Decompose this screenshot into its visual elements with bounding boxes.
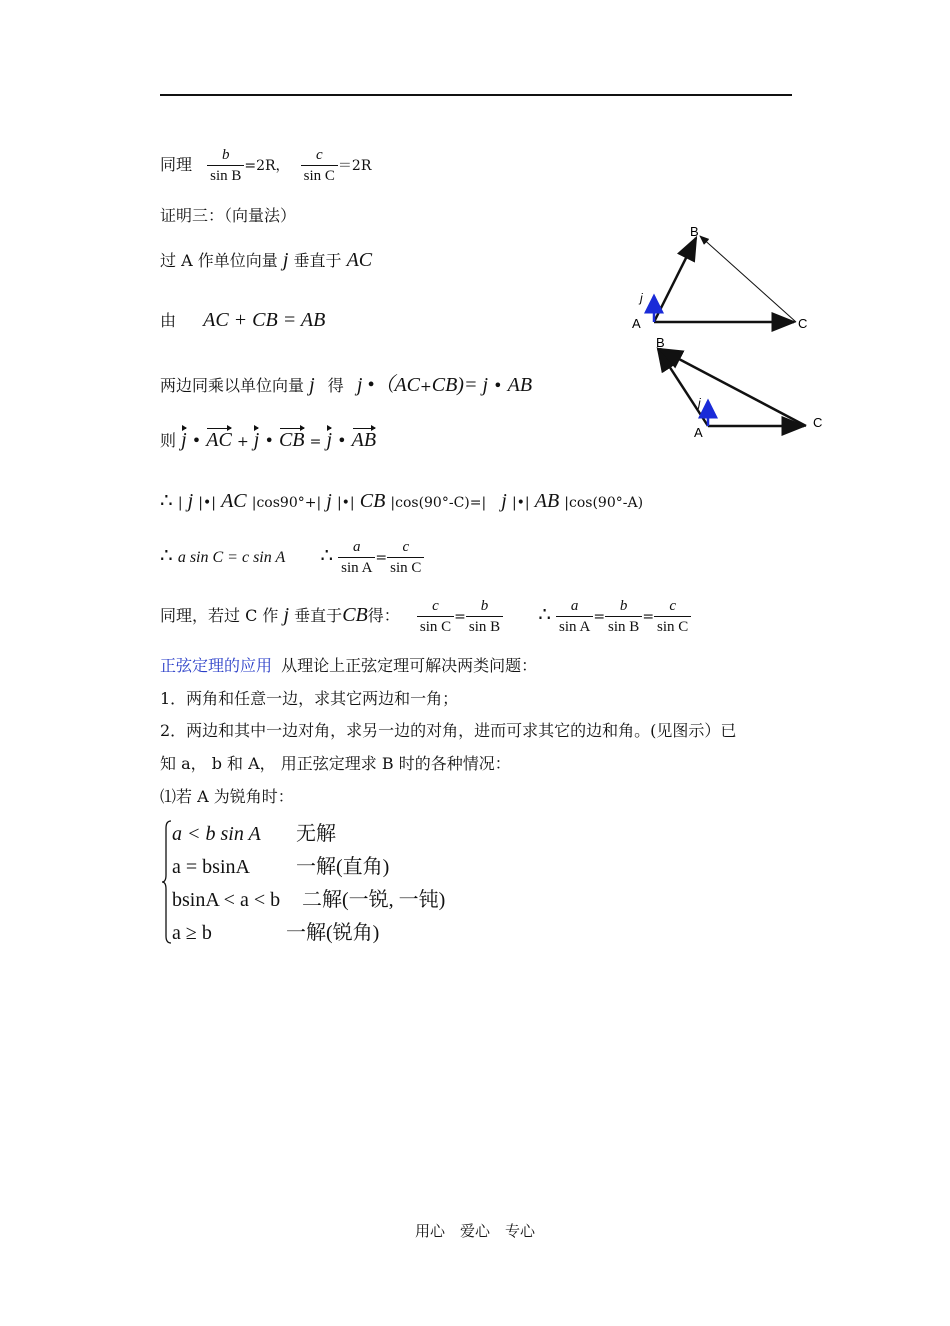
text-prefix: 则 xyxy=(160,431,177,450)
proof-three-heading: 证明三：（向量法） xyxy=(160,206,297,225)
triangle-figure-2 xyxy=(650,335,830,445)
case-row xyxy=(172,818,445,851)
numerator: a xyxy=(353,539,361,555)
therefore: ∴ xyxy=(160,543,173,567)
line-dot-products xyxy=(160,428,376,452)
vector-cb: CB xyxy=(278,429,305,451)
text: 过 A 作单位向量 xyxy=(160,251,278,270)
fraction-c-sinC xyxy=(417,596,454,637)
text-prefix: 同理 xyxy=(160,155,193,174)
denominator: sin C xyxy=(654,616,691,637)
vector-ab-arrow xyxy=(654,238,696,322)
fraction-a-sinA xyxy=(338,537,375,578)
text: 垂直于 xyxy=(293,251,342,270)
cos-term: cos90°+ xyxy=(256,495,317,511)
numerator: c xyxy=(669,598,677,614)
page-footer: 用心 爱心 专心 xyxy=(414,1222,535,1240)
line-similar-c: 同理，若过 C 作 j 垂直于CB得： $\frac{c}{\text{sin C}}$ = $\frac{b}{\text{sin B}}$ ∴ $\frac{a}{\text{sin A}}$ = $\frac{b}{\text{sin B}}$ = $\frac{c}{\text{sin C}}$ xyxy=(160,596,691,637)
label-a: A xyxy=(632,316,641,331)
numerator: c xyxy=(402,539,410,555)
case-list xyxy=(172,818,445,950)
equals-2r: ＝2R xyxy=(337,158,372,174)
plus: + xyxy=(420,379,432,395)
numerator: b xyxy=(221,147,230,163)
numerator: b xyxy=(480,598,489,614)
label-j: j xyxy=(698,396,701,410)
case-result: 二解(一锐, 一钝) xyxy=(302,889,446,911)
fraction-c-sinC xyxy=(654,596,691,637)
vector-j: j xyxy=(309,374,315,396)
label-c: C xyxy=(813,415,823,430)
vector-j: j xyxy=(187,490,194,512)
line-unit-vector xyxy=(160,248,372,272)
fraction-c-sinC xyxy=(387,537,424,578)
denominator: sin B xyxy=(207,165,244,186)
case-acute-heading: ⑴若 A 为锐角时： xyxy=(160,787,294,806)
text: 垂直于 xyxy=(294,606,343,625)
list-item-2: 2．两边和其中一边对角，求另一边的对角，进而可求其它的边和角。(见图示）已 xyxy=(160,721,737,740)
label-j: j xyxy=(640,291,643,305)
list-item-2-cont: 知 a， b 和 A， 用正弦定理求 B 时的各种情况： xyxy=(160,754,511,773)
vector-j: j xyxy=(181,429,187,451)
case-result: 一解(直角) xyxy=(296,856,390,878)
vector-equation: AC + CB = AB xyxy=(203,309,326,331)
numerator: a xyxy=(570,598,579,614)
fraction-b-sinB xyxy=(466,596,503,637)
case-condition: a = bsinA xyxy=(172,856,250,878)
label-a: A xyxy=(694,425,703,440)
vector-j: j xyxy=(326,429,333,451)
vector-ac: AC xyxy=(221,490,247,512)
vector-cb: CB xyxy=(431,374,458,396)
vector-ab: AB xyxy=(351,429,377,451)
denominator: sin C xyxy=(387,557,424,578)
text: 两边同乘以单位向量 xyxy=(160,376,305,395)
vector-ac: AC xyxy=(394,374,420,396)
text: 同理，若过 C 作 xyxy=(160,606,279,625)
cos-term: cos(90°-C)= xyxy=(395,495,482,511)
line-magnitudes: ∴ | j |•| AC |cos90°+| j |•| CB |cos(90°-C)=| j |•| AB |cos(90°-A) xyxy=(160,488,644,512)
label-c: C xyxy=(798,316,808,331)
vector-j: j xyxy=(501,490,507,512)
fraction-b-sinB xyxy=(605,596,642,637)
numerator: c xyxy=(315,147,323,163)
vector-cb: CB xyxy=(342,604,368,626)
denominator: sin B xyxy=(466,616,503,637)
vector-cb: CB xyxy=(359,490,386,512)
denominator: sin A xyxy=(556,616,593,637)
fraction-c-sinC xyxy=(301,145,338,186)
header-rule xyxy=(160,94,792,96)
line-asinc xyxy=(160,537,424,578)
line-multiply-j xyxy=(160,368,532,397)
case-result: 一解(锐角) xyxy=(286,922,380,944)
dot: • xyxy=(493,376,503,395)
denominator: sin B xyxy=(605,616,642,637)
application-text: 从理论上正弦定理可解决两类问题： xyxy=(281,656,538,675)
vector-ab: AB xyxy=(534,490,560,512)
case-result: 无解 xyxy=(296,823,336,845)
dot: • xyxy=(264,431,274,450)
label-b: B xyxy=(690,224,699,239)
numerator: c xyxy=(432,598,439,614)
therefore: ∴ xyxy=(160,488,173,512)
plus: + xyxy=(236,434,249,450)
cos-term: cos(90°-A) xyxy=(569,495,644,511)
line-vector-sum xyxy=(160,308,325,332)
denominator: sin C xyxy=(417,616,454,637)
text: 得： xyxy=(367,606,400,625)
fraction-b-sinB xyxy=(207,145,244,186)
therefore: ∴ xyxy=(538,602,551,626)
vector-ac: AC xyxy=(346,249,373,271)
left-brace-icon xyxy=(162,820,172,944)
vector-j: j xyxy=(283,604,290,626)
label-b: B xyxy=(656,335,665,350)
text-prefix: 由 xyxy=(160,311,177,330)
equals-2r: =2R， xyxy=(244,158,290,174)
text: 得 xyxy=(327,376,344,395)
fraction-a-sinA xyxy=(556,596,593,637)
list-item-1: 1．两角和任意一边，求其它两边和一角； xyxy=(160,689,459,708)
vector-cb-arrow xyxy=(700,236,796,322)
dot: • xyxy=(191,431,202,450)
denominator: sin C xyxy=(301,165,338,186)
vector-j: j xyxy=(326,490,332,512)
numerator: b xyxy=(619,598,628,614)
vector-ac: AC xyxy=(206,429,232,451)
case-condition: a ≥ b xyxy=(172,922,212,944)
vector-j: j xyxy=(282,249,289,271)
expr-part: j •（ xyxy=(356,374,395,396)
case-row xyxy=(172,884,445,917)
vector-ab: AB xyxy=(507,374,533,396)
case-condition: bsinA < a < b xyxy=(172,889,281,911)
application-line xyxy=(160,653,537,676)
case-row xyxy=(172,851,445,884)
case-condition: a < b sin A xyxy=(172,823,261,845)
case-row xyxy=(172,917,445,950)
denominator: sin A xyxy=(338,557,375,578)
equation: a sin C = c sin A xyxy=(177,549,286,566)
vector-j: j xyxy=(253,429,260,451)
expr-part: )= j xyxy=(457,374,489,396)
equals: = xyxy=(309,434,322,450)
triangle-figure-1 xyxy=(630,222,820,337)
application-title: 正弦定理的应用 xyxy=(160,656,273,675)
line-similar-2r xyxy=(160,145,371,186)
dot: • xyxy=(337,431,347,450)
therefore: ∴ xyxy=(320,543,334,567)
equals: = xyxy=(375,550,388,566)
